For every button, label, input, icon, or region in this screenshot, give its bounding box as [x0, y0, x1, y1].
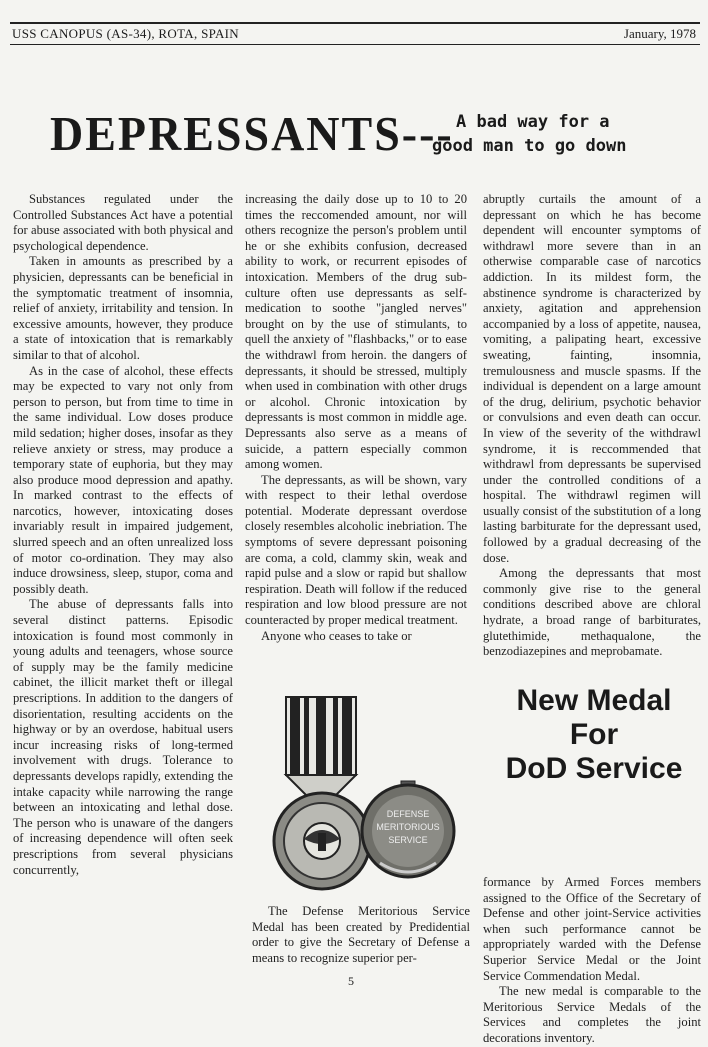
paragraph: The depressants, as will be shown, vary with respect to their lethal overdose potential. Moderate depressant overdose closely resembles alcoholic inebriation. The symptoms of severe depressant poisoning are coma, a cold, clammy skin, weak and rapid pulse and a slow or rapid but shallow respiration. Death will follow if the reduced respiration and low blood pressure are not counteracted by proper medical treatment. — [245, 472, 467, 628]
paragraph: The Defense Meritorious Service Medal has been created by Predidential order to give the Secretary of Defense a means to recognize superior per- — [252, 904, 470, 965]
subhead-line-2: good man to go down — [432, 136, 627, 156]
article-headline: DEPRESSANTS--- — [50, 106, 454, 161]
medal-inscription-line: MERITORIOUS — [376, 822, 440, 832]
medal-illustration — [262, 693, 468, 899]
masthead — [10, 22, 700, 45]
title-line: New Medal — [516, 684, 672, 717]
publication-name: USS CANOPUS (AS-34), ROTA, SPAIN — [12, 26, 239, 41]
article-column-2 — [245, 192, 467, 692]
title-line: For — [569, 718, 619, 751]
paragraph: The new medal is comparable to the Meritorious Service Medals of the Services and completes the joint decorations inventory. — [483, 984, 701, 1045]
paragraph: Substances regulated under the Controlled Substances Act have a potential for abuse associated with both physical and psychological dependence. — [13, 192, 233, 253]
article-subhead — [432, 110, 652, 158]
medal-article-column-1 — [252, 904, 470, 966]
medal-article-title — [486, 684, 702, 786]
medal-front — [274, 793, 370, 889]
paragraph: The abuse of depressants falls into several distinct patterns. Episodic intoxication is found most commonly in young adults and teenagers, whose source of supply may be the family medicine cabinet, the illicit market theft or illegal prescriptions. In addition to the dangers of disorientation, resulting accidents on the highway or by an overdose, habitual users incur increasing risks of long-termed involvement with drugs. Tolerance to depressants develops rapidly, extending the intake capacity while narrowing the range between an intoxicating and lethal dose. The person who is unaware of the dangers of increasing dependence will often seek prescriptions from several physicians concurrently, — [13, 597, 233, 877]
subhead-line-1: A bad way for a — [456, 112, 610, 132]
medal-ribbon — [286, 697, 356, 797]
article-column-1 — [13, 192, 233, 967]
medal-article-column-2 — [483, 875, 701, 1045]
issue-date: January, 1978 — [623, 26, 696, 41]
medal-inscription-line: SERVICE — [388, 835, 428, 845]
paragraph: Anyone who ceases to take or — [261, 628, 412, 643]
paragraph: formance by Armed Forces members assigned to the Office of the Secretary of Defense and other joint-Service activities when such performance cannot be appropriately warded with the Defense Superior Service Medal or the Joint Service Commendation Medal. — [483, 875, 701, 983]
medal-inscription-line: DEFENSE — [386, 809, 430, 819]
article-column-3 — [483, 192, 701, 676]
title-line: DoD Service — [505, 752, 683, 785]
paragraph: As in the case of alcohol, these effects may be expected to vary not only from person to person, but from time to time in the same individual. Low doses produce mild sedation; higher doses, insofar as they relieve anxiety or stress, may produce a temporary state of euphoria, but they may also produce mood depression and apathy. In marked contrast to the effects of narcotics, however, intoxicating doses invariably result in impaired judgement, slurred speech and an often unrealized loss of motor co-ordination. They may also induce drowsiness, sleep, stupor, coma and possibly death. — [13, 363, 233, 596]
medal-back — [362, 781, 454, 877]
page-number: 5 — [348, 974, 354, 988]
paragraph: Taken in amounts as prescribed by a physicien, depressants can be beneficial in the symptomatic treatment of insomnia, relief of anxiety, irritability and tension. In excessive amounts, however, they produce a state of intoxication that is remarkably similar to that of alcohol. — [13, 254, 233, 362]
paragraph: abruptly curtails the amount of a depressant on which he has become dependent will encounter symptoms of withdrawl more severe than in an otherwise comparable case of narcotics addiction. In its mildest form, the abstinence syndrome is characterized by anxiety, agitation and apprehension accompanied by a loss of appetite, nausea, vomiting, a palipating heart, excessive sweating, fainting, insomnia, tremulousness and muscle spasms. If the individual is dependent on a large amount of the drug, delirium, psychotic behavior or convulsions and even death can occur. In view of the severity of the withdrawl syndrome, it is reccommended that withdrawl from depressants be supervised under the controlled conditions of a hospital. The withdrawl regimen will usually consist of the substitution of a long lasting barbiturate for the depressant used, followed by a gradual decreasing of the dose. — [483, 192, 701, 565]
paragraph: increasing the daily dose up to 10 to 20 times the reccomended amount, nor will others recognize the person's problem until he or she exhibits confusion, decreased ability to work, or recurrent episodes of intoxication. Members of the drug sub-culture often use depressants as self-medication to soothe "jangled nerves" brought on by the use of stimulants, to quell the anxiety of "flashbacks," or to ease the withdrawl from heroin. the dangers of depressants, it should be stressed, multiply when used in combination with other drugs or alcohol. Chronic intoxication by depressants is most common in middle age. Depressants also serve as a means of suicide, a pattern especially common among women. — [245, 192, 467, 472]
paragraph: Among the depressants that most commonly give rise to the general conditions described above are chloral hydrate, a broad range of barbiturates, glutethimide, methaqualone, the benzodiazepines and meprobamate. — [483, 566, 701, 659]
